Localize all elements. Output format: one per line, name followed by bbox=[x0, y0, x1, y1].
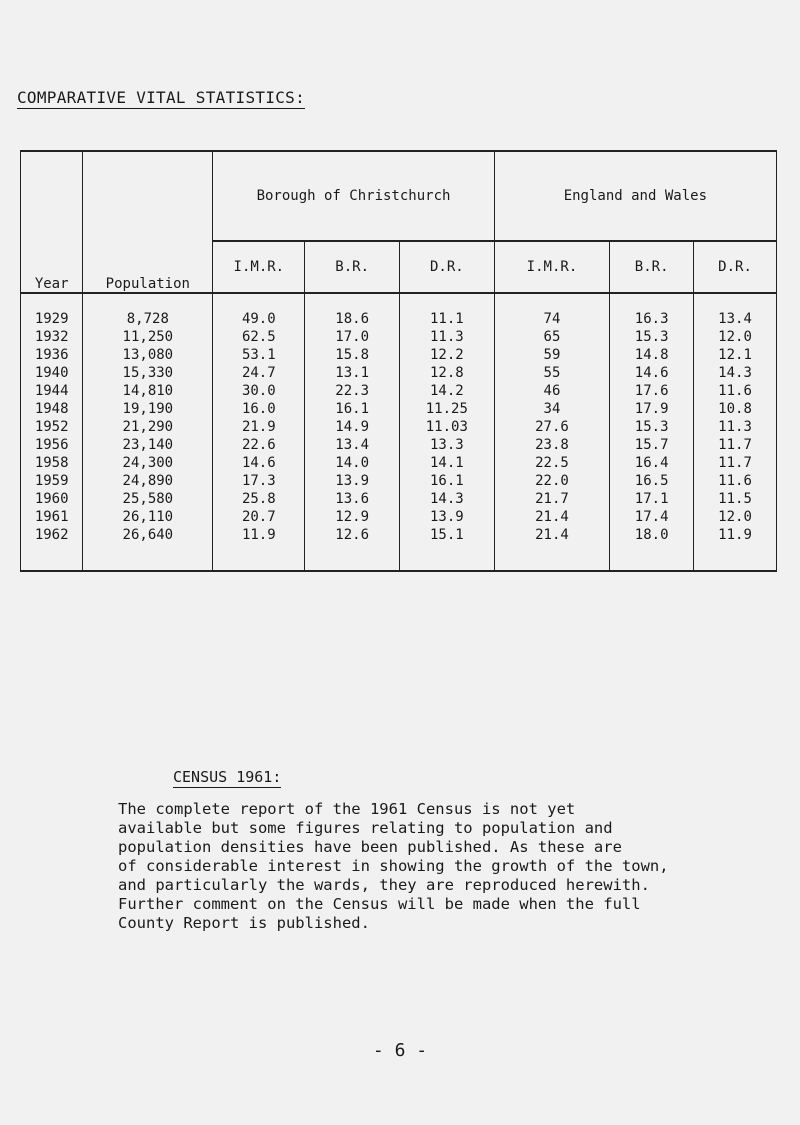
england-imr-cell: 46 bbox=[494, 382, 610, 400]
population-cell: 24,890 bbox=[83, 472, 213, 490]
christchurch-imr-header: I.M.R. bbox=[213, 241, 305, 293]
england-br-cell: 17.6 bbox=[610, 382, 694, 400]
england-br-cell: 15.3 bbox=[610, 418, 694, 436]
christchurch-dr-cell: 11.3 bbox=[399, 328, 494, 346]
england-wales-group-header: England and Wales bbox=[494, 151, 776, 241]
christchurch-dr-cell: 14.3 bbox=[399, 490, 494, 508]
england-br-cell: 17.1 bbox=[610, 490, 694, 508]
christchurch-dr-cell: 12.8 bbox=[399, 364, 494, 382]
england-imr-cell: 22.5 bbox=[494, 454, 610, 472]
year-cell: 1936 bbox=[21, 346, 83, 364]
christchurch-dr-cell: 14.2 bbox=[399, 382, 494, 400]
england-dr-cell: 10.8 bbox=[694, 400, 777, 418]
england-br-cell: 14.6 bbox=[610, 364, 694, 382]
christchurch-br-cell: 17.0 bbox=[305, 328, 400, 346]
england-imr-cell: 34 bbox=[494, 400, 610, 418]
vital-statistics-table bbox=[20, 150, 777, 572]
christchurch-br-cell: 13.9 bbox=[305, 472, 400, 490]
christchurch-dr-cell: 15.1 bbox=[399, 526, 494, 571]
population-cell: 26,110 bbox=[83, 508, 213, 526]
population-cell: 13,080 bbox=[83, 346, 213, 364]
christchurch-br-header: B.R. bbox=[305, 241, 400, 293]
england-br-cell: 16.3 bbox=[610, 293, 694, 328]
table-row bbox=[21, 418, 777, 436]
year-cell: 1958 bbox=[21, 454, 83, 472]
england-br-cell: 16.4 bbox=[610, 454, 694, 472]
england-imr-cell: 65 bbox=[494, 328, 610, 346]
england-dr-cell: 11.7 bbox=[694, 436, 777, 454]
christchurch-br-cell: 14.9 bbox=[305, 418, 400, 436]
england-imr-cell: 27.6 bbox=[494, 418, 610, 436]
christchurch-group-header: Borough of Christchurch bbox=[213, 151, 494, 241]
table-row bbox=[21, 364, 777, 382]
england-imr-cell: 21.4 bbox=[494, 508, 610, 526]
christchurch-dr-cell: 11.25 bbox=[399, 400, 494, 418]
year-cell: 1944 bbox=[21, 382, 83, 400]
year-cell: 1929 bbox=[21, 293, 83, 328]
england-imr-cell: 59 bbox=[494, 346, 610, 364]
census-paragraph: The complete report of the 1961 Census is not yet available but some figures relating to population and population densities have been published. As these are of considerable interest in showing the growth of the town, and particularly the wards, they are reproduced herewith. Further comment on the Census will be made when the full County Report is published. bbox=[118, 800, 669, 932]
population-cell: 21,290 bbox=[83, 418, 213, 436]
christchurch-dr-cell: 14.1 bbox=[399, 454, 494, 472]
england-dr-cell: 12.0 bbox=[694, 508, 777, 526]
population-cell: 19,190 bbox=[83, 400, 213, 418]
christchurch-imr-cell: 20.7 bbox=[213, 508, 305, 526]
england-dr-cell: 11.6 bbox=[694, 472, 777, 490]
christchurch-dr-header: D.R. bbox=[399, 241, 494, 293]
christchurch-dr-cell: 13.9 bbox=[399, 508, 494, 526]
england-imr-cell: 55 bbox=[494, 364, 610, 382]
table-row bbox=[21, 293, 777, 328]
england-br-cell: 17.4 bbox=[610, 508, 694, 526]
england-dr-cell: 11.7 bbox=[694, 454, 777, 472]
year-cell: 1948 bbox=[21, 400, 83, 418]
england-br-cell: 17.9 bbox=[610, 400, 694, 418]
england-br-cell: 18.0 bbox=[610, 526, 694, 571]
christchurch-imr-cell: 14.6 bbox=[213, 454, 305, 472]
population-cell: 25,580 bbox=[83, 490, 213, 508]
page-number: - 6 - bbox=[372, 1040, 428, 1061]
christchurch-br-cell: 12.6 bbox=[305, 526, 400, 571]
christchurch-br-cell: 13.4 bbox=[305, 436, 400, 454]
christchurch-imr-cell: 25.8 bbox=[213, 490, 305, 508]
christchurch-br-cell: 13.6 bbox=[305, 490, 400, 508]
england-dr-cell: 11.9 bbox=[694, 526, 777, 571]
christchurch-imr-cell: 21.9 bbox=[213, 418, 305, 436]
statistics-rows bbox=[21, 293, 777, 571]
year-cell: 1959 bbox=[21, 472, 83, 490]
england-br-cell: 15.7 bbox=[610, 436, 694, 454]
christchurch-br-cell: 12.9 bbox=[305, 508, 400, 526]
england-dr-cell: 14.3 bbox=[694, 364, 777, 382]
table-row bbox=[21, 472, 777, 490]
england-dr-cell: 11.3 bbox=[694, 418, 777, 436]
england-dr-cell: 13.4 bbox=[694, 293, 777, 328]
england-imr-cell: 22.0 bbox=[494, 472, 610, 490]
population-column-header: Population bbox=[83, 151, 213, 293]
christchurch-imr-cell: 17.3 bbox=[213, 472, 305, 490]
table-row bbox=[21, 454, 777, 472]
christchurch-dr-cell: 11.1 bbox=[399, 293, 494, 328]
christchurch-imr-cell: 11.9 bbox=[213, 526, 305, 571]
table-row bbox=[21, 400, 777, 418]
population-cell: 23,140 bbox=[83, 436, 213, 454]
christchurch-imr-cell: 62.5 bbox=[213, 328, 305, 346]
christchurch-dr-cell: 12.2 bbox=[399, 346, 494, 364]
population-cell: 14,810 bbox=[83, 382, 213, 400]
christchurch-br-cell: 22.3 bbox=[305, 382, 400, 400]
england-br-header: B.R. bbox=[610, 241, 694, 293]
table-row bbox=[21, 382, 777, 400]
population-cell: 8,728 bbox=[83, 293, 213, 328]
christchurch-imr-cell: 53.1 bbox=[213, 346, 305, 364]
england-imr-cell: 21.7 bbox=[494, 490, 610, 508]
christchurch-imr-cell: 49.0 bbox=[213, 293, 305, 328]
england-imr-cell: 23.8 bbox=[494, 436, 610, 454]
year-cell: 1960 bbox=[21, 490, 83, 508]
england-dr-cell: 11.6 bbox=[694, 382, 777, 400]
table-row bbox=[21, 328, 777, 346]
table-row bbox=[21, 508, 777, 526]
christchurch-imr-cell: 24.7 bbox=[213, 364, 305, 382]
year-cell: 1952 bbox=[21, 418, 83, 436]
census-heading: CENSUS 1961: bbox=[173, 768, 282, 786]
table-row bbox=[21, 490, 777, 508]
christchurch-dr-cell: 16.1 bbox=[399, 472, 494, 490]
year-cell: 1932 bbox=[21, 328, 83, 346]
christchurch-imr-cell: 16.0 bbox=[213, 400, 305, 418]
table-row bbox=[21, 346, 777, 364]
year-cell: 1956 bbox=[21, 436, 83, 454]
england-br-cell: 15.3 bbox=[610, 328, 694, 346]
christchurch-br-cell: 14.0 bbox=[305, 454, 400, 472]
christchurch-imr-cell: 30.0 bbox=[213, 382, 305, 400]
year-cell: 1962 bbox=[21, 526, 83, 571]
england-imr-cell: 74 bbox=[494, 293, 610, 328]
england-imr-cell: 21.4 bbox=[494, 526, 610, 571]
christchurch-dr-cell: 11.03 bbox=[399, 418, 494, 436]
year-cell: 1940 bbox=[21, 364, 83, 382]
population-cell: 26,640 bbox=[83, 526, 213, 571]
england-dr-cell: 12.0 bbox=[694, 328, 777, 346]
population-cell: 24,300 bbox=[83, 454, 213, 472]
england-dr-header: D.R. bbox=[694, 241, 777, 293]
year-column-header: Year bbox=[21, 151, 83, 293]
christchurch-br-cell: 13.1 bbox=[305, 364, 400, 382]
christchurch-imr-cell: 22.6 bbox=[213, 436, 305, 454]
christchurch-dr-cell: 13.3 bbox=[399, 436, 494, 454]
page-title: COMPARATIVE VITAL STATISTICS: bbox=[17, 88, 306, 107]
england-imr-header: I.M.R. bbox=[494, 241, 610, 293]
christchurch-br-cell: 16.1 bbox=[305, 400, 400, 418]
england-br-cell: 16.5 bbox=[610, 472, 694, 490]
england-br-cell: 14.8 bbox=[610, 346, 694, 364]
year-cell: 1961 bbox=[21, 508, 83, 526]
population-cell: 15,330 bbox=[83, 364, 213, 382]
christchurch-br-cell: 18.6 bbox=[305, 293, 400, 328]
population-cell: 11,250 bbox=[83, 328, 213, 346]
england-dr-cell: 11.5 bbox=[694, 490, 777, 508]
table-row bbox=[21, 436, 777, 454]
table-row bbox=[21, 526, 777, 571]
christchurch-br-cell: 15.8 bbox=[305, 346, 400, 364]
england-dr-cell: 12.1 bbox=[694, 346, 777, 364]
